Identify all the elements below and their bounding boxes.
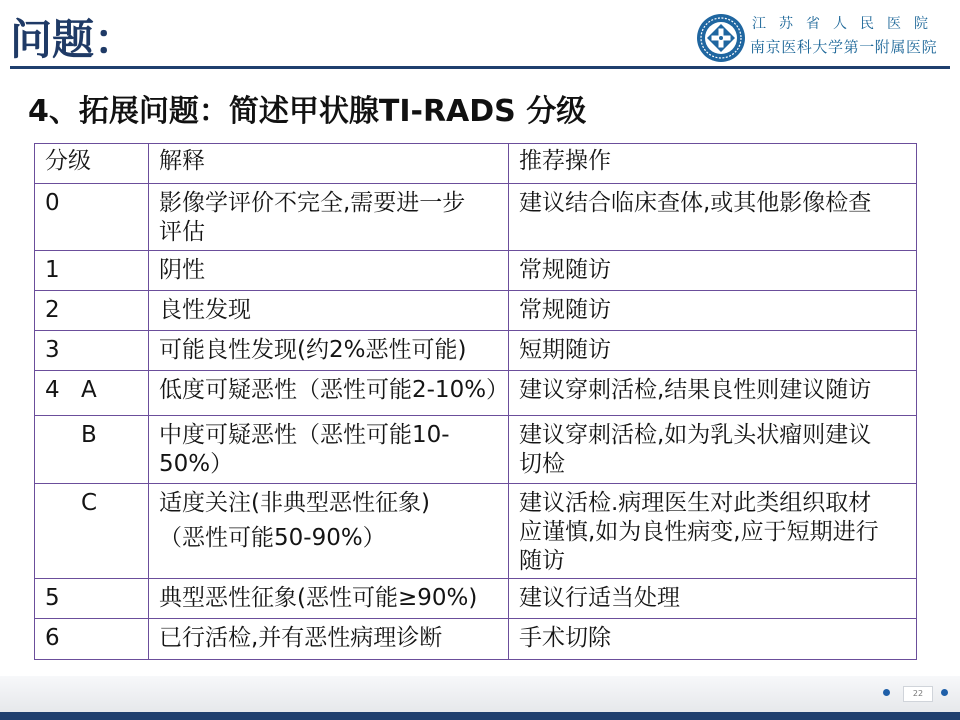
action-cell	[509, 371, 917, 416]
hospital-name-line1: 江苏省人民医院	[752, 16, 941, 32]
sublevel-label: B	[81, 422, 97, 448]
cell-line: 切检	[519, 451, 565, 477]
footer-bar	[0, 712, 960, 720]
level-cell	[35, 619, 149, 660]
explanation-cell	[149, 484, 509, 579]
level-cell	[35, 331, 149, 371]
level-cell	[35, 579, 149, 619]
explanation-cell	[149, 251, 509, 291]
footer-band	[0, 676, 960, 712]
table-header-row	[35, 144, 917, 184]
action-cell	[509, 291, 917, 331]
cell-line: 50%）	[159, 451, 234, 477]
cell-line: 常规随访	[519, 257, 611, 283]
table-row	[35, 251, 917, 291]
action-cell	[509, 331, 917, 371]
level-cell	[35, 371, 149, 416]
level-label: 5	[45, 585, 60, 611]
explanation-cell	[149, 619, 509, 660]
level-cell	[35, 484, 149, 579]
cell-line: 良性发现	[159, 297, 251, 323]
level-label: 0	[45, 190, 60, 216]
table-row	[35, 371, 917, 416]
cell-line: 建议穿刺活检,结果良性则建议随访	[519, 377, 872, 403]
explanation-cell	[149, 416, 509, 484]
level-cell	[35, 184, 149, 251]
explanation-cell	[149, 184, 509, 251]
dot-icon	[883, 689, 890, 696]
level-label: 3	[45, 337, 60, 363]
cell-line: 评估	[159, 219, 205, 245]
table-row	[35, 291, 917, 331]
action-cell	[509, 484, 917, 579]
slide-subtitle: 4、拓展问题：简述甲状腺TI-RADS 分级	[28, 94, 587, 129]
hospital-emblem-icon	[696, 13, 746, 63]
table-row	[35, 416, 917, 484]
cell-line: 常规随访	[519, 297, 611, 323]
table-row	[35, 619, 917, 660]
action-cell	[509, 619, 917, 660]
sublevel-label: A	[81, 377, 97, 403]
header-explanation: 解释	[149, 144, 509, 184]
explanation-cell	[149, 579, 509, 619]
cell-line: 建议行适当处理	[519, 585, 680, 611]
action-cell	[509, 579, 917, 619]
level-label: 1	[45, 257, 60, 283]
table-row	[35, 331, 917, 371]
slide-heading: 问题：	[10, 15, 137, 64]
level-label: 4	[45, 377, 60, 403]
cell-line: 建议活检.病理医生对此类组织取材	[519, 490, 872, 516]
level-label: 2	[45, 297, 60, 323]
cell-line: 应谨慎,如为良性病变,应于短期进行	[519, 519, 879, 545]
cell-line: 建议穿刺活检,如为乳头状瘤则建议	[519, 422, 872, 448]
explanation-cell	[149, 371, 509, 416]
table-row	[35, 579, 917, 619]
cell-line: 低度可疑恶性（恶性可能2-10%）	[159, 377, 510, 403]
cell-line: 短期随访	[519, 337, 611, 363]
hospital-name-line2: 南京医科大学第一附属医院	[750, 38, 938, 56]
cell-line: 阴性	[159, 257, 205, 283]
header-divider	[10, 66, 950, 69]
header-level: 分级	[35, 144, 149, 184]
cell-line: 适度关注(非典型恶性征象)	[159, 490, 430, 516]
page-number: 22	[903, 686, 933, 702]
action-cell	[509, 251, 917, 291]
table-row	[35, 484, 917, 579]
level-cell	[35, 416, 149, 484]
cell-line: 影像学评价不完全,需要进一步	[159, 190, 466, 216]
table-row	[35, 184, 917, 251]
dot-icon	[941, 689, 948, 696]
level-cell	[35, 291, 149, 331]
cell-line: 随访	[519, 548, 565, 574]
cell-line: 已行活检,并有恶性病理诊断	[159, 625, 443, 651]
explanation-cell	[149, 331, 509, 371]
sublevel-label: C	[81, 490, 98, 516]
level-cell	[35, 251, 149, 291]
action-cell	[509, 416, 917, 484]
level-label: 6	[45, 625, 60, 651]
cell-line: 建议结合临床查体,或其他影像检查	[519, 190, 872, 216]
tirads-table	[34, 143, 917, 660]
cell-line: （恶性可能50-90%）	[159, 525, 386, 551]
cell-line: 可能良性发现(约2%恶性可能)	[159, 337, 467, 363]
cell-line: 典型恶性征象(恶性可能≥90%)	[159, 585, 478, 611]
action-cell	[509, 184, 917, 251]
cell-line: 中度可疑恶性（恶性可能10-	[159, 422, 450, 448]
explanation-cell	[149, 291, 509, 331]
cell-line: 手术切除	[519, 625, 611, 651]
header-action: 推荐操作	[509, 144, 917, 184]
